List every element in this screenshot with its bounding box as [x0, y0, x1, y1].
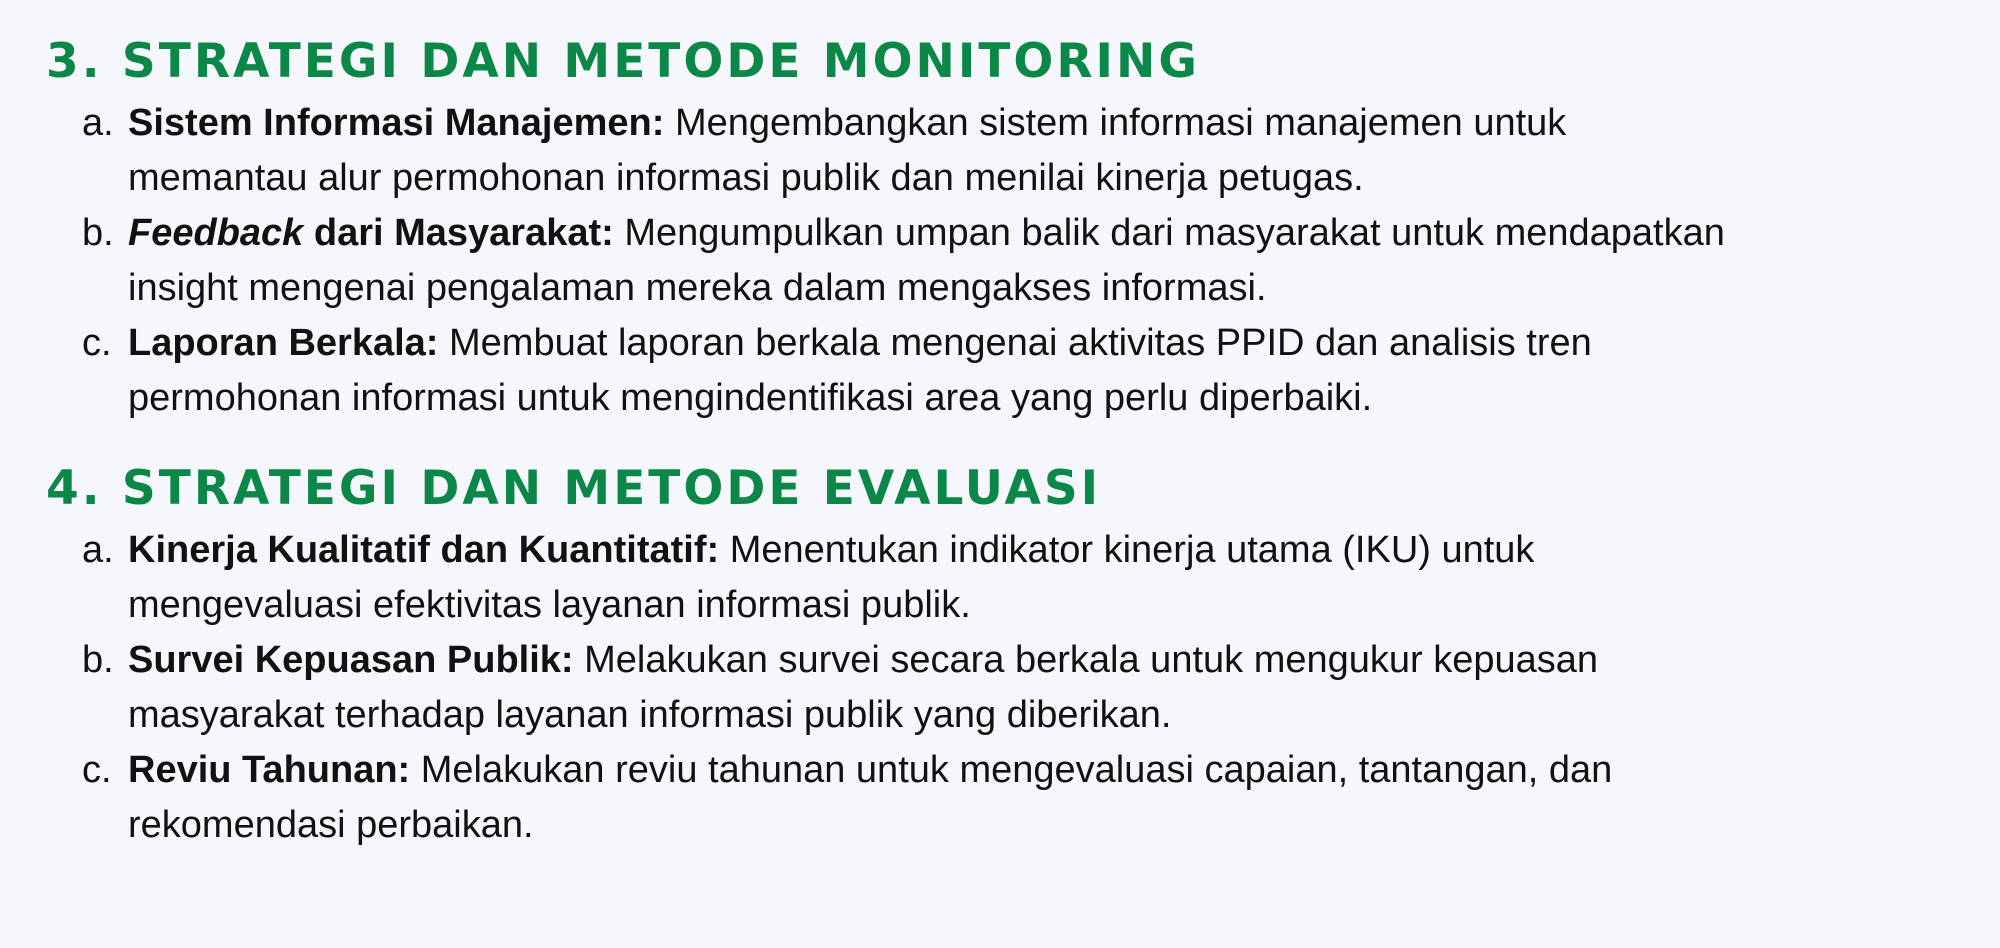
item-line-1 — [128, 633, 1986, 688]
item-line-1 — [128, 523, 1986, 578]
item-description: Menentukan indikator kinerja utama (IKU) untuk — [719, 529, 1535, 571]
item-term-italic: Feedback — [128, 212, 304, 254]
section-monitoring — [46, 30, 1986, 426]
section-evaluasi — [46, 457, 1986, 853]
list-item-survei — [46, 633, 1986, 743]
item-term: Laporan Berkala: — [128, 322, 439, 364]
list-item-feedback — [46, 206, 1986, 316]
list-marker: b. — [82, 639, 114, 681]
list-marker: c. — [82, 322, 112, 364]
list-marker: c. — [82, 749, 112, 791]
item-term: Survei Kepuasan Publik: — [128, 639, 574, 681]
section-heading-monitoring: 3. STRATEGI DAN METODE MONITORING — [46, 34, 1200, 89]
item-term: Sistem Informasi Manajemen: — [128, 102, 665, 144]
item-line-2: rekomendasi perbaikan. — [128, 804, 534, 846]
item-line-2: memantau alur permohonan informasi publik dan menilai kinerja petugas. — [128, 157, 1364, 199]
item-term: Kinerja Kualitatif dan Kuantitatif: — [128, 529, 720, 571]
list-marker: b. — [82, 212, 114, 254]
item-description: Mengumpulkan umpan balik dari masyarakat untuk mendapatkan — [613, 212, 1725, 254]
list-item-reviu-tahunan — [46, 743, 1986, 853]
section-heading-evaluasi: 4. STRATEGI DAN METODE EVALUASI — [46, 461, 1102, 516]
list-item-kinerja — [46, 523, 1986, 633]
list-item-sistem-informasi — [46, 96, 1986, 206]
item-term: dari Masyarakat: — [303, 212, 614, 254]
item-line-2: insight mengenai pengalaman mereka dalam mengakses informasi. — [128, 267, 1267, 309]
list-marker: a. — [82, 529, 114, 571]
item-term: Reviu Tahunan: — [128, 749, 411, 791]
item-line-1 — [128, 96, 1986, 151]
item-line-2: mengevaluasi efektivitas layanan informasi publik. — [128, 584, 971, 626]
item-description: Melakukan reviu tahunan untuk mengevaluasi capaian, tantangan, dan — [410, 749, 1613, 791]
item-line-1 — [128, 316, 1986, 371]
list-marker: a. — [82, 102, 114, 144]
item-description: Mengembangkan sistem informasi manajemen untuk — [664, 102, 1567, 144]
list-item-laporan-berkala — [46, 316, 1986, 426]
evaluasi-list — [46, 523, 1986, 853]
item-line-1 — [128, 743, 1986, 798]
item-line-2: permohonan informasi untuk mengindentifikasi area yang perlu diperbaiki. — [128, 377, 1373, 419]
monitoring-list — [46, 96, 1986, 426]
item-description: Melakukan survei secara berkala untuk mengukur kepuasan — [573, 639, 1599, 681]
item-line-2: masyarakat terhadap layanan informasi publik yang diberikan. — [128, 694, 1172, 736]
item-line-1 — [128, 206, 1986, 261]
item-description: Membuat laporan berkala mengenai aktivitas PPID dan analisis tren — [438, 322, 1592, 364]
